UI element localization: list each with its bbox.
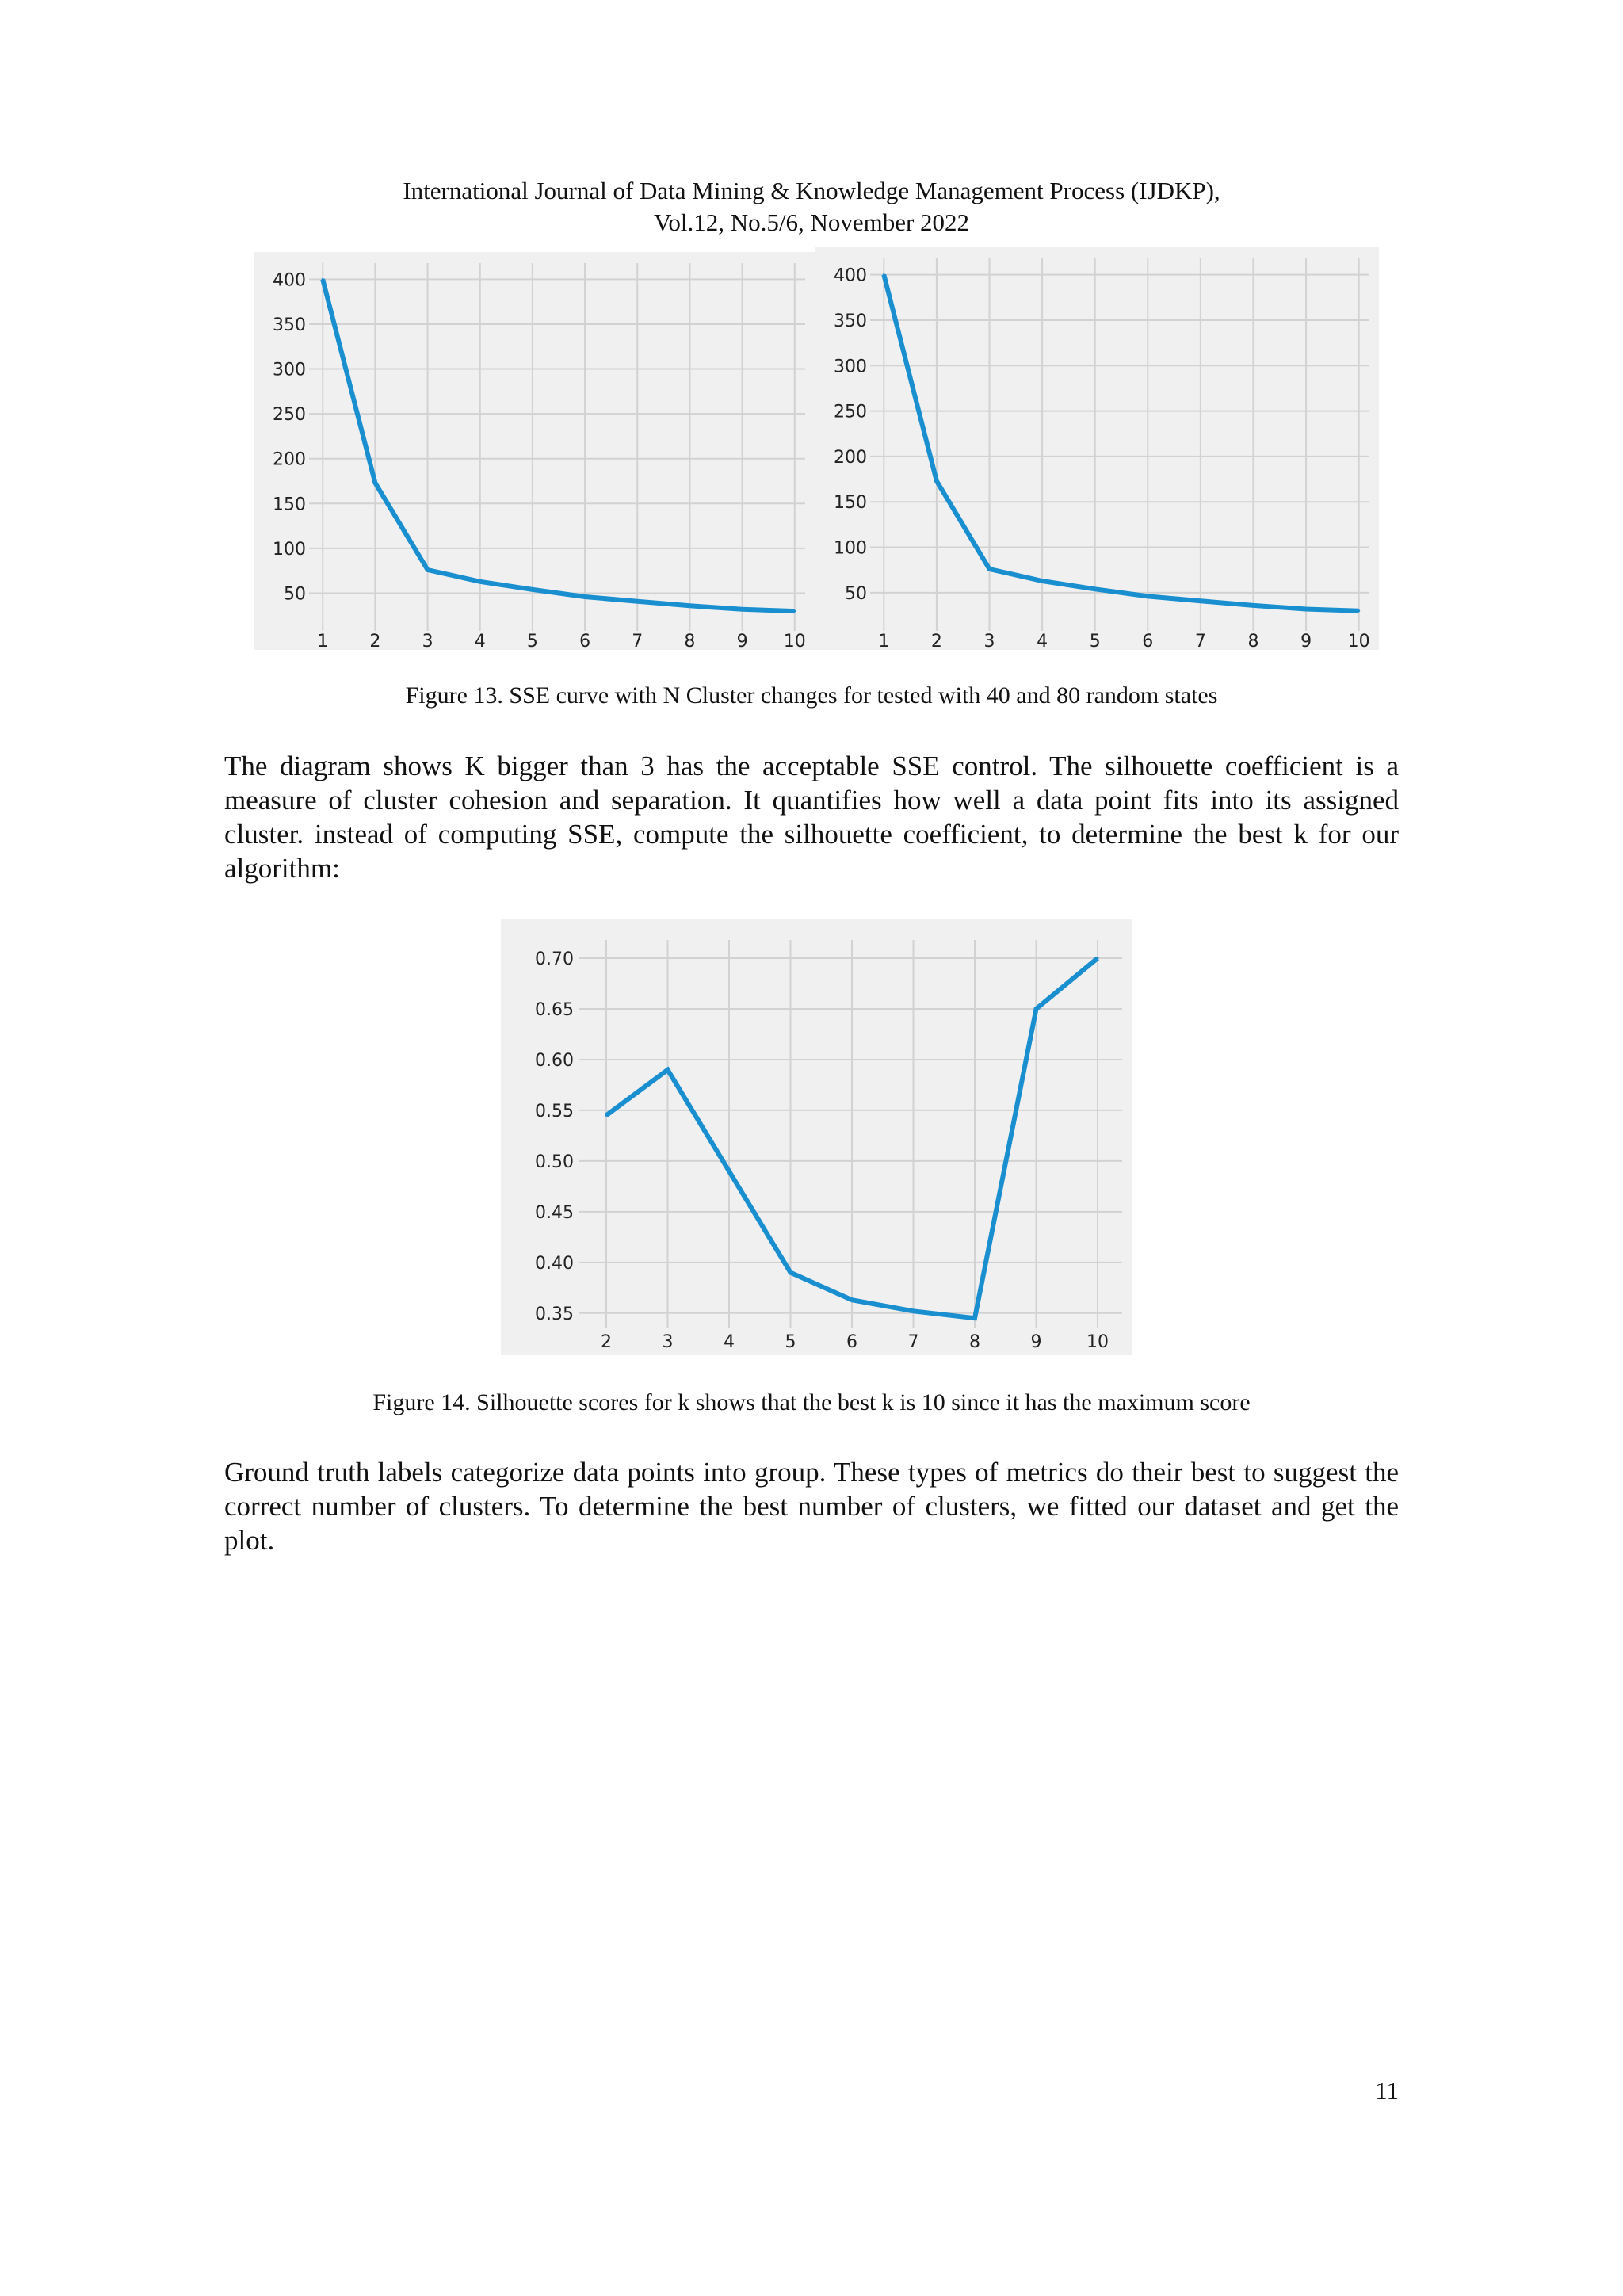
sse40-x-tick-label: 2 [369,632,381,651]
journal-header-line-1: International Journal of Data Mining & Knowledge Management Process (IJDKP), [403,177,1220,204]
sse80-data-point [935,479,938,482]
sse40-y-tick-label: 200 [273,449,306,470]
sse-chart-40-states-svg [254,252,815,650]
sse40-data-point [479,580,481,583]
silhouette-y-tick-label: 0.45 [535,1202,574,1223]
silhouette-data-point [666,1068,669,1071]
sse40-x-tick-label: 9 [736,632,748,651]
sse40-data-point [426,569,429,571]
sse80-data-point [1305,608,1308,610]
silhouette-y-tick-label: 0.70 [535,949,574,970]
sse40-series-line [323,279,795,611]
sse40-data-point [322,278,324,281]
silhouette-data-point [728,1170,731,1172]
sse40-y-tick-label: 100 [273,539,306,560]
silhouette-data-point [1035,1007,1037,1010]
sse40-y-tick-label: 150 [273,495,306,515]
silhouette-x-tick-label: 7 [907,1332,919,1352]
sse80-x-tick-label: 9 [1300,632,1312,651]
sse-chart-80-states-svg [815,247,1379,650]
sse80-series-line [884,275,1358,611]
sse-chart-40-states [254,252,815,650]
figure-13-caption: Figure 13. SSE curve with N Cluster changes for tested with 40 and 80 random states [405,682,1218,709]
sse80-data-point [1252,604,1254,606]
sse40-x-tick-label: 6 [579,632,591,651]
sse80-y-tick-label: 100 [834,538,867,559]
sse80-data-point [988,568,991,571]
sse40-y-tick-label: 250 [273,405,306,426]
sse80-data-point [883,273,885,276]
sse80-y-tick-label: 300 [834,357,867,377]
sse40-x-tick-label: 1 [317,632,329,651]
sse40-data-point [584,595,586,598]
sse80-y-tick-label: 150 [834,493,867,514]
sse40-x-tick-label: 4 [474,632,486,651]
silhouette-y-tick-label: 0.50 [535,1152,574,1172]
sse80-x-tick-label: 10 [1347,632,1370,651]
sse40-data-point [689,605,691,607]
silhouette-y-tick-label: 0.65 [535,999,574,1020]
sse40-x-tick-label: 8 [684,632,696,651]
silhouette-data-point [1097,957,1099,960]
sse80-data-point [1147,595,1149,598]
silhouette-x-tick-label: 5 [785,1332,796,1352]
silhouette-data-point [851,1299,854,1301]
sse80-y-tick-label: 50 [845,583,867,604]
silhouette-x-tick-label: 6 [846,1332,857,1352]
sse80-x-tick-label: 1 [878,632,890,651]
silhouette-data-point [912,1310,915,1312]
sse80-data-point [1199,600,1201,602]
sse80-x-tick-label: 6 [1142,632,1154,651]
sse80-y-tick-label: 250 [834,402,867,422]
sse80-x-tick-label: 7 [1194,632,1206,651]
silhouette-x-tick-label: 8 [969,1332,980,1352]
journal-header-line-2: Vol.12, No.5/6, November 2022 [653,208,970,236]
silhouette-y-tick-label: 0.35 [535,1304,574,1324]
sse80-y-tick-label: 400 [834,266,867,286]
silhouette-y-tick-label: 0.40 [535,1253,574,1274]
silhouette-x-tick-label: 2 [601,1332,612,1352]
page-number: 11 [1375,2076,1399,2104]
figure-14-caption: Figure 14. Silhouette scores for k shows that the best k is 10 since it has the maximum score [372,1389,1251,1415]
sse80-y-tick-label: 350 [834,311,867,331]
sse-chart-80-states [815,247,1379,650]
sse40-y-tick-label: 300 [273,360,306,380]
sse40-x-tick-label: 10 [783,632,806,651]
silhouette-data-point [789,1271,792,1274]
sse40-x-tick-label: 7 [632,632,643,651]
sse80-x-tick-label: 3 [983,632,995,651]
silhouette-x-tick-label: 4 [724,1332,735,1352]
sse40-x-tick-label: 5 [526,632,538,651]
sse40-data-point [793,610,796,613]
silhouette-data-point [605,1114,608,1117]
silhouette-x-tick-label: 10 [1086,1332,1109,1352]
sse80-data-point [1094,588,1096,590]
sse80-x-tick-label: 2 [930,632,942,651]
sse80-x-tick-label: 5 [1089,632,1101,651]
paragraph-1: The diagram shows K bigger than 3 has the acceptable SSE control. The silhouette coefficient is a measure of cluster cohesion and separation. It quantifies how well a data point fits into its assigned cluster. instead of computing SSE, compute the silhouette coefficient, to determine the best k for our algorithm: [224,751,1399,884]
paragraph-2: Ground truth labels categorize data points into group. These types of metrics do their best to suggest the correct number of clusters. To determine the best number of clusters, we fitted our dataset and get the plot. [224,1457,1399,1556]
sse80-data-point [1358,609,1360,612]
sse40-y-tick-label: 50 [284,584,306,605]
sse80-x-tick-label: 4 [1037,632,1048,651]
silhouette-x-tick-label: 3 [662,1332,674,1352]
silhouette-chart [501,919,1132,1355]
sse40-data-point [636,600,639,602]
sse40-y-tick-label: 400 [273,270,306,291]
sse40-data-point [741,608,743,610]
silhouette-y-tick-label: 0.55 [535,1101,574,1121]
sse80-data-point [1041,579,1044,582]
silhouette-x-tick-label: 9 [1030,1332,1042,1352]
sse80-x-tick-label: 8 [1247,632,1259,651]
silhouette-y-tick-label: 0.60 [535,1050,574,1071]
sse80-y-tick-label: 200 [834,447,867,468]
sse40-data-point [374,482,376,484]
sse40-data-point [531,588,533,590]
sse40-y-tick-label: 350 [273,315,306,335]
silhouette-data-point [974,1317,976,1320]
sse40-x-tick-label: 3 [422,632,433,651]
silhouette-chart-svg [501,919,1132,1355]
